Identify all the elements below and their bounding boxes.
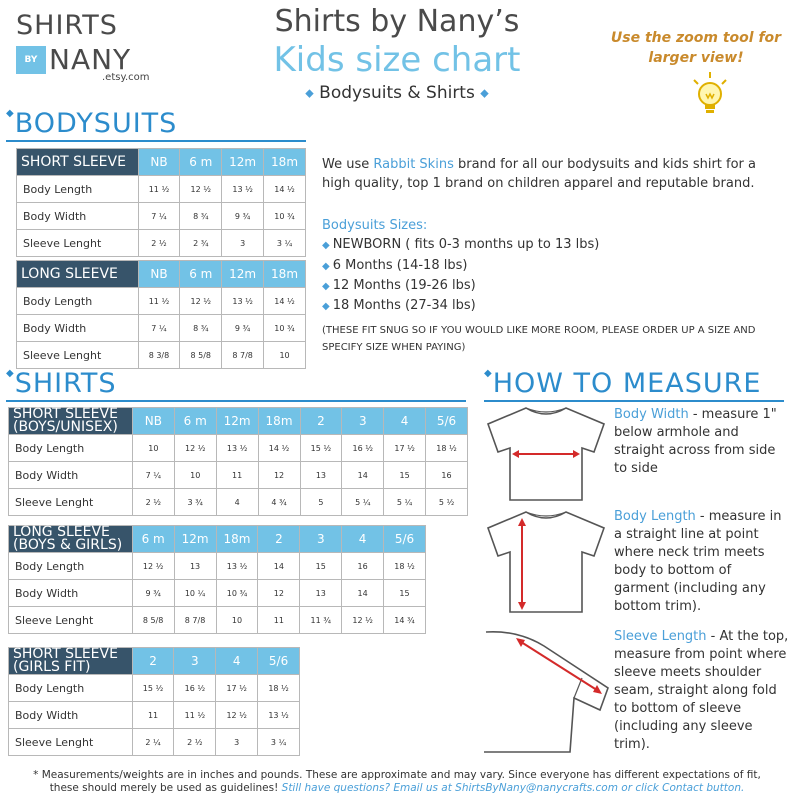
- section-rule: [484, 400, 784, 402]
- table-cell: 3: [222, 230, 264, 257]
- table-cell: 5 ½: [426, 489, 468, 516]
- column-header: 18m: [264, 149, 306, 176]
- table-cell: 12 ½: [342, 607, 384, 634]
- measure-heading: Body Length: [614, 509, 696, 524]
- table-row: [9, 462, 468, 489]
- table-cell: 3 ¾: [174, 489, 216, 516]
- shirts-girls-table: [8, 647, 300, 756]
- section-bodysuits-label: BODYSUITS: [14, 108, 178, 139]
- diamond-icon: ◆: [322, 301, 330, 312]
- section-measure-label: HOW TO MEASURE: [492, 368, 762, 399]
- table-cell: 8 7/8: [222, 342, 264, 369]
- column-header: 2: [300, 408, 342, 435]
- column-header: 3: [174, 648, 216, 675]
- intro-paragraph: [322, 155, 787, 193]
- table-row: [17, 315, 306, 342]
- tshirt-length-illustration: [482, 508, 610, 618]
- row-label: Body Width: [17, 315, 139, 342]
- table-cell: 13 ½: [222, 288, 264, 315]
- fit-note: (THESE FIT SNUG SO IF YOU WOULD LIKE MORE ROOM, PLEASE ORDER UP A SIZE AND SPECIFY SIZE WHEN PAYING): [322, 325, 756, 353]
- intro-text: brand for all our bodysuits and kids shirt for a high quality, top 1 brand on children apparel and reputable brand.: [322, 157, 756, 191]
- table-row: [9, 702, 300, 729]
- column-header: 3: [342, 408, 384, 435]
- table-cell: 9 ¾: [132, 580, 174, 607]
- table-cell: 15 ½: [300, 435, 342, 462]
- column-header: NB: [138, 261, 180, 288]
- table-label: SHORT SLEEVE (GIRLS FIT): [9, 648, 133, 675]
- list-item: [322, 258, 467, 273]
- table-cell: 5 ¼: [384, 489, 426, 516]
- table-row: [9, 675, 300, 702]
- table-row: [17, 176, 306, 203]
- table-cell: 18 ½: [426, 435, 468, 462]
- table-cell: 13 ½: [216, 553, 258, 580]
- sizes-heading: Bodysuits Sizes:: [322, 218, 428, 233]
- measure-heading: Sleeve Length: [614, 629, 707, 644]
- row-label: Body Length: [9, 675, 133, 702]
- table-cell: 5: [300, 489, 342, 516]
- table-cell: 15: [384, 462, 426, 489]
- table-row: [9, 607, 426, 634]
- table-cell: 12 ½: [180, 176, 222, 203]
- footer-line-2: [0, 782, 794, 794]
- diamond-icon: ◆: [480, 86, 489, 100]
- diamond-icon: ◆: [6, 368, 15, 379]
- table-cell: 15: [384, 580, 426, 607]
- table-cell: 17 ½: [384, 435, 426, 462]
- column-header: 12m: [222, 261, 264, 288]
- table-cell: 14 ½: [264, 176, 306, 203]
- table-cell: 15 ½: [132, 675, 174, 702]
- column-header: 18m: [258, 408, 300, 435]
- measure-text: - measure in a straight line at point where neck trim meets body to bottom of garment (including any bottom trim).: [614, 509, 782, 614]
- table-label: LONG SLEEVE (BOYS & GIRLS): [9, 526, 133, 553]
- table-cell: 11: [258, 607, 300, 634]
- table-cell: 13 ½: [258, 702, 300, 729]
- table-row: [9, 553, 426, 580]
- column-header: 12m: [174, 526, 216, 553]
- table-cell: 14 ¾: [384, 607, 426, 634]
- table-cell: 3 ¼: [264, 230, 306, 257]
- column-header: 6 m: [132, 526, 174, 553]
- table-cell: 14 ½: [258, 435, 300, 462]
- table-label: SHORT SLEEVE (BOYS/UNISEX): [9, 408, 133, 435]
- section-rule: [6, 400, 466, 402]
- table-cell: 16: [426, 462, 468, 489]
- table-row: [17, 342, 306, 369]
- column-header: 6 m: [180, 261, 222, 288]
- row-label: Sleeve Lenght: [17, 230, 139, 257]
- table-cell: 10: [216, 607, 258, 634]
- table-row: [9, 729, 300, 756]
- footer-text: these should merely be used as guidelines!: [49, 782, 279, 794]
- sleeve-length-illustration: [478, 626, 614, 756]
- table-cell: 2 ¼: [132, 729, 174, 756]
- row-label: Sleeve Lenght: [9, 607, 133, 634]
- table-cell: 11: [132, 702, 174, 729]
- table-cell: 10 ¾: [264, 315, 306, 342]
- table-cell: 11: [216, 462, 258, 489]
- table-cell: 4: [216, 489, 258, 516]
- page-title: Shirts by Nany’s: [274, 4, 520, 39]
- table-cell: 10 ¼: [174, 580, 216, 607]
- zoom-note: Use the zoom tool for larger view!: [610, 30, 782, 66]
- table-cell: 11 ½: [138, 176, 180, 203]
- shirts-long-table: [8, 525, 426, 634]
- table-cell: 12: [258, 462, 300, 489]
- row-label: Sleeve Lenght: [9, 489, 133, 516]
- table-cell: 10: [132, 435, 174, 462]
- diamond-icon: ◆: [322, 281, 330, 292]
- table-cell: 12 ½: [180, 288, 222, 315]
- diamond-icon: ◆: [322, 261, 330, 272]
- table-cell: 11 ¾: [300, 607, 342, 634]
- column-header: 2: [258, 526, 300, 553]
- tagline-text: Bodysuits & Shirts: [319, 83, 475, 103]
- diamond-icon: ◆: [305, 86, 314, 100]
- table-row: [9, 580, 426, 607]
- table-cell: 14 ½: [264, 288, 306, 315]
- table-cell: 17 ½: [216, 675, 258, 702]
- footer-line-1: * Measurements/weights are in inches and pounds. These are approximate and may vary. Since everyone has different expectations of fit,: [33, 769, 761, 781]
- table-cell: 10: [264, 342, 306, 369]
- intro-text: We use: [322, 157, 374, 172]
- table-cell: 7 ¼: [138, 315, 180, 342]
- column-header: 6 m: [174, 408, 216, 435]
- table-cell: 14: [342, 580, 384, 607]
- table-cell: 11 ½: [174, 702, 216, 729]
- logo-site: .etsy.com: [102, 72, 150, 83]
- row-label: Body Length: [9, 553, 133, 580]
- table-cell: 8 3/8: [138, 342, 180, 369]
- table-row: [17, 288, 306, 315]
- table-cell: 13: [300, 462, 342, 489]
- table-cell: 12 ½: [132, 553, 174, 580]
- table-row: [17, 230, 306, 257]
- table-cell: 8 5/8: [132, 607, 174, 634]
- measure-body-length: [614, 508, 790, 616]
- section-how-to-measure: [484, 368, 761, 399]
- tshirt-width-illustration: [482, 404, 610, 504]
- column-header: 18m: [216, 526, 258, 553]
- section-shirts: [6, 368, 117, 399]
- table-cell: 15: [300, 553, 342, 580]
- column-header: 6 m: [180, 149, 222, 176]
- lightbulb-icon: [690, 72, 730, 118]
- table-label: SHORT SLEEVE: [17, 149, 139, 176]
- table-cell: 10 ¾: [264, 203, 306, 230]
- measure-heading: Body Width: [614, 407, 689, 422]
- table-cell: 8 7/8: [174, 607, 216, 634]
- list-item-text: 18 Months (27-34 lbs): [332, 298, 476, 313]
- list-item-text: NEWBORN ( fits 0-3 months up to 13 lbs): [332, 237, 600, 252]
- row-label: Body Length: [17, 176, 139, 203]
- table-cell: 5 ¼: [342, 489, 384, 516]
- table-cell: 16 ½: [342, 435, 384, 462]
- logo-line-2: NANY: [49, 43, 132, 76]
- diamond-icon: ◆: [6, 108, 15, 119]
- table-label: LONG SLEEVE: [17, 261, 139, 288]
- table-cell: 16: [342, 553, 384, 580]
- table-cell: 13: [300, 580, 342, 607]
- table-cell: 18 ½: [258, 675, 300, 702]
- table-cell: 3: [216, 729, 258, 756]
- table-cell: 8 ¾: [180, 315, 222, 342]
- table-cell: 13: [174, 553, 216, 580]
- table-cell: 14: [258, 553, 300, 580]
- table-cell: 3 ¼: [258, 729, 300, 756]
- table-cell: 13 ½: [216, 435, 258, 462]
- table-cell: 9 ¾: [222, 315, 264, 342]
- logo-line-1: SHIRTS: [16, 10, 118, 41]
- column-header: 12m: [222, 149, 264, 176]
- measure-body-width: [614, 406, 790, 478]
- row-label: Body Width: [17, 203, 139, 230]
- list-item-text: 12 Months (19-26 lbs): [332, 278, 476, 293]
- column-header: 5/6: [258, 648, 300, 675]
- measure-text: - measure 1" below armhole and straight across from side to side: [614, 407, 777, 476]
- brand-name: Rabbit Skins: [373, 157, 454, 172]
- table-cell: 10 ¾: [216, 580, 258, 607]
- table-cell: 18 ½: [384, 553, 426, 580]
- table-cell: 8 ¾: [180, 203, 222, 230]
- table-cell: 11 ½: [138, 288, 180, 315]
- table-cell: 8 5/8: [180, 342, 222, 369]
- table-cell: 2 ½: [138, 230, 180, 257]
- table-cell: 13 ½: [222, 176, 264, 203]
- column-header: 3: [300, 526, 342, 553]
- page-subtitle: Kids size chart: [273, 40, 521, 80]
- row-label: Sleeve Lenght: [9, 729, 133, 756]
- table-cell: 9 ¾: [222, 203, 264, 230]
- section-rule: [6, 140, 306, 142]
- column-header: 4: [384, 408, 426, 435]
- column-header: 5/6: [384, 526, 426, 553]
- column-header: 4: [216, 648, 258, 675]
- column-header: 5/6: [426, 408, 468, 435]
- section-shirts-label: SHIRTS: [14, 368, 117, 399]
- bodysuits-long-table: [16, 260, 306, 369]
- table-row: [17, 203, 306, 230]
- table-cell: 14: [342, 462, 384, 489]
- table-cell: 2 ¾: [180, 230, 222, 257]
- footer-contact: Still have questions? Email us at ShirtsByNany@nanycrafts.com or click Contact button.: [278, 782, 745, 794]
- column-header: NB: [138, 149, 180, 176]
- table-cell: 2 ½: [174, 729, 216, 756]
- table-cell: 12 ½: [174, 435, 216, 462]
- list-item: [322, 298, 476, 313]
- table-cell: 4 ¾: [258, 489, 300, 516]
- column-header: NB: [132, 408, 174, 435]
- table-cell: 2 ½: [132, 489, 174, 516]
- column-header: 18m: [264, 261, 306, 288]
- row-label: Sleeve Lenght: [17, 342, 139, 369]
- table-cell: 7 ¼: [138, 203, 180, 230]
- list-item: [322, 278, 476, 293]
- measure-sleeve-length: [614, 628, 790, 754]
- measure-text: - At the top, measure from point where sleeve meets shoulder seam, straight along fold to bottom of sleeve (including any sleeve trim).: [614, 629, 789, 752]
- footer-note: [0, 769, 794, 794]
- table-cell: 7 ¼: [132, 462, 174, 489]
- row-label: Body Width: [9, 702, 133, 729]
- table-cell: 12: [258, 580, 300, 607]
- column-header: 12m: [216, 408, 258, 435]
- logo-by-badge: BY: [16, 46, 46, 74]
- row-label: Body Width: [9, 580, 133, 607]
- table-row: [9, 489, 468, 516]
- bodysuits-short-table: [16, 148, 306, 257]
- diamond-icon: ◆: [484, 368, 493, 379]
- column-header: 4: [342, 526, 384, 553]
- table-cell: 16 ½: [174, 675, 216, 702]
- table-row: [9, 435, 468, 462]
- row-label: Body Width: [9, 462, 133, 489]
- list-item: [322, 237, 599, 252]
- shirts-short-table: [8, 407, 468, 516]
- table-cell: 12 ½: [216, 702, 258, 729]
- diamond-icon: ◆: [322, 240, 330, 251]
- list-item-text: 6 Months (14-18 lbs): [332, 258, 468, 273]
- row-label: Body Length: [9, 435, 133, 462]
- column-header: 2: [132, 648, 174, 675]
- table-cell: 10: [174, 462, 216, 489]
- row-label: Body Length: [17, 288, 139, 315]
- page-tagline: [0, 83, 794, 103]
- section-bodysuits: [6, 108, 177, 139]
